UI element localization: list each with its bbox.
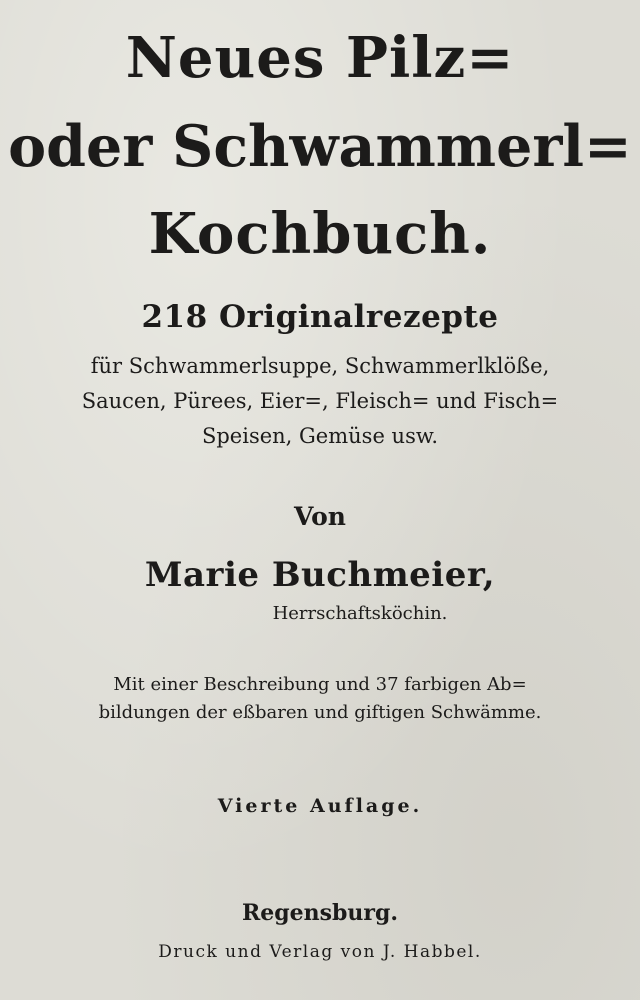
- author-role: Herrschaftsköchin.: [272, 603, 448, 624]
- edition: Vierte Auflage.: [217, 795, 423, 817]
- imprint-city: Regensburg.: [241, 900, 399, 926]
- book-title-line-1: Neues Pilz=: [125, 25, 515, 91]
- book-title-line-2: oder Schwammerl=: [8, 113, 632, 180]
- note-line-1: Mit einer Beschreibung und 37 farbigen Ab=: [113, 674, 527, 695]
- book-subtitle: 218 Originalrezepte: [141, 299, 499, 335]
- author-name: Marie Buchmeier,: [144, 555, 496, 595]
- imprint-publisher: Druck und Verlag von J. Habbel.: [158, 942, 482, 962]
- note-line-2: bildungen der eßbaren und giftigen Schwämme.: [98, 702, 542, 723]
- description-line-3: Speisen, Gemüse usw.: [201, 424, 439, 448]
- author-by: Von: [294, 502, 346, 531]
- description-line-2: Saucen, Pürees, Eier=, Fleisch= und Fisch=: [81, 389, 559, 413]
- book-title-line-3: Kochbuch.: [148, 201, 492, 267]
- description-line-1: für Schwammerlsuppe, Schwammerlklöße,: [90, 354, 550, 378]
